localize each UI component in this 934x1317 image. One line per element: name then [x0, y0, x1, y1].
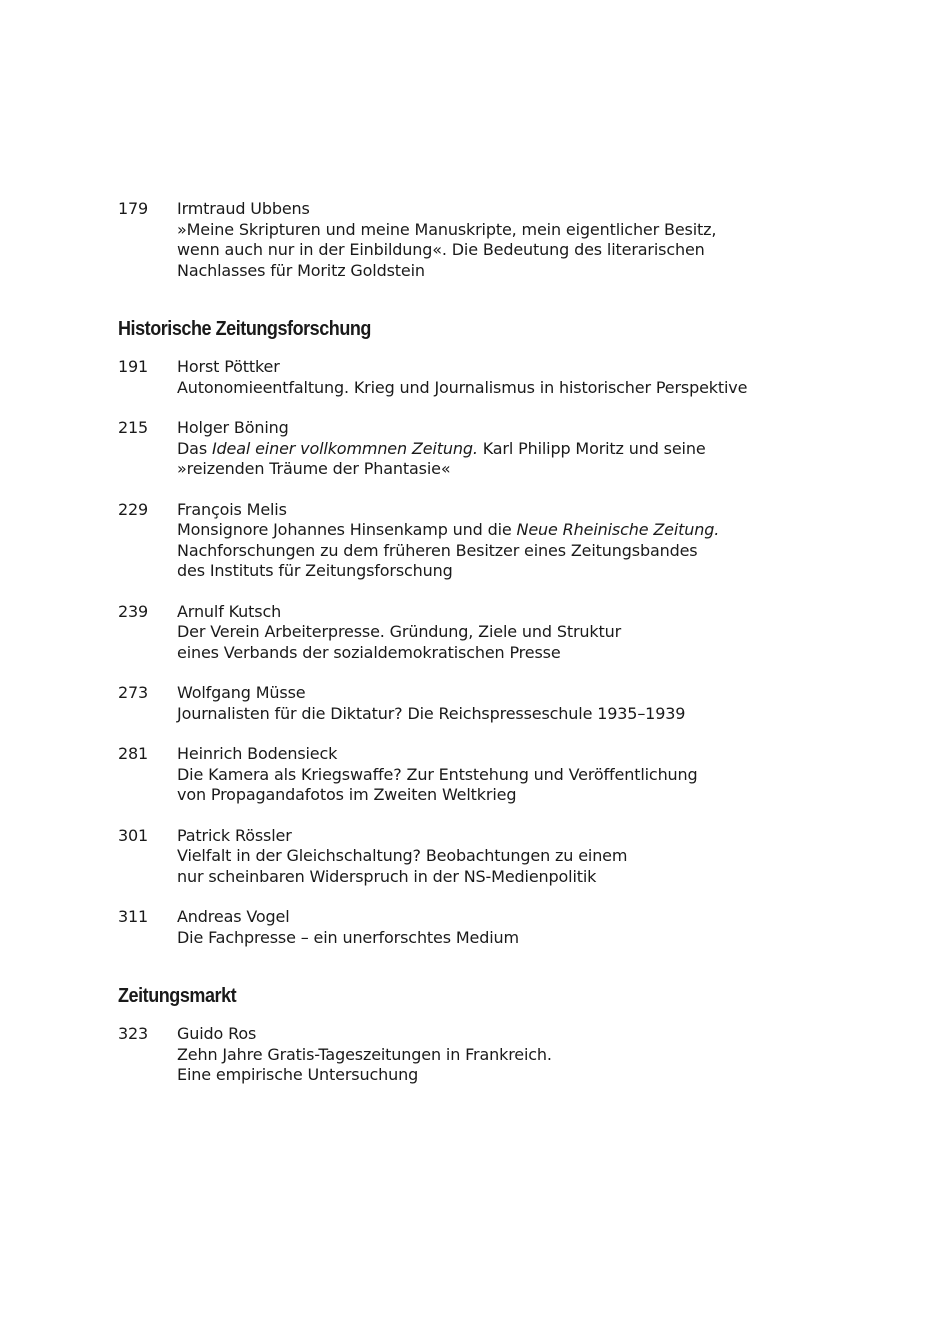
title-line: eines Verbands der sozialdemokratischen Presse [177, 642, 561, 662]
entry-body [177, 907, 818, 948]
title-line: »Meine Skripturen und meine Manuskripte, mein eigentlicher Besitz, [177, 219, 717, 239]
title-line: Die Fachpresse – ein unerforschtes Medium [177, 927, 519, 947]
title-line: nur scheinbaren Widerspruch in der NS-Medienpolitik [177, 866, 597, 886]
entry-body [177, 500, 818, 582]
entry-body [177, 826, 818, 888]
page-number: 229 [118, 499, 149, 519]
title-text: Das [177, 438, 212, 458]
title-line [177, 439, 818, 460]
title-line: Der Verein Arbeiterpresse. Gründung, Ziele und Struktur [177, 622, 622, 641]
entry-body [177, 744, 818, 806]
toc-entry [118, 744, 818, 806]
toc-entry [118, 602, 818, 664]
title-text: Monsignore Johannes Hinsenkamp und die [177, 520, 517, 539]
entry-body [177, 357, 818, 398]
title-line: Journalisten für die Diktatur? Die Reichspresseschule 1935–1939 [177, 703, 686, 723]
toc-entry [118, 826, 818, 888]
title-line: von Propagandafotos im Zweiten Weltkrieg [177, 785, 517, 804]
title-line: Vielfalt in der Gleichschaltung? Beobachtungen zu einem [177, 846, 628, 865]
author-name: Arnulf Kutsch [177, 601, 282, 621]
page-number: 281 [118, 744, 149, 763]
title-line: Nachforschungen zu dem früheren Besitzer eines Zeitungsbandes [177, 540, 698, 560]
page-number: 215 [118, 418, 149, 437]
title-line: Eine empirische Untersuchung [177, 1065, 419, 1084]
table-of-contents [118, 199, 818, 1086]
toc-entry [118, 500, 818, 582]
italic-title: Neue Rheinische Zeitung. [516, 520, 720, 539]
author-name: Horst Pöttker [177, 357, 280, 376]
author-name: Patrick Rössler [177, 825, 292, 845]
title-line: Die Kamera als Kriegswaffe? Zur Entstehung und Veröffentlichung [177, 764, 698, 784]
author-name: Wolfgang Müsse [177, 683, 306, 702]
toc-entry [118, 683, 818, 724]
entry-body [177, 683, 818, 724]
title-line: Nachlasses für Moritz Goldstein [177, 260, 425, 280]
entry-body [177, 199, 818, 281]
toc-entry [118, 418, 818, 480]
title-line: Autonomieentfaltung. Krieg und Journalismus in historischer Perspektive [177, 377, 748, 397]
title-line: des Instituts für Zeitungsforschung [177, 561, 453, 580]
title-line: wenn auch nur in der Einbildung«. Die Bedeutung des literarischen [177, 240, 705, 259]
section-heading: Historische Zeitungsforschung [118, 318, 371, 340]
title-line: Zehn Jahre Gratis-Tageszeitungen in Frankreich. [177, 1044, 552, 1064]
author-name: Heinrich Bodensieck [177, 744, 338, 763]
toc-entry [118, 199, 818, 281]
page-number: 301 [118, 825, 149, 845]
page-number: 311 [118, 907, 149, 926]
author-name: Holger Böning [177, 418, 289, 437]
page-number: 239 [118, 601, 149, 621]
page-number: 273 [118, 683, 149, 702]
page-number: 323 [118, 1024, 149, 1043]
author-name: François Melis [177, 499, 287, 519]
italic-title: Ideal einer vollkommnen Zeitung. [211, 438, 478, 458]
title-text: Karl Philipp Moritz und seine [477, 438, 706, 458]
section-heading: Zeitungsmarkt [118, 985, 237, 1007]
page-number: 191 [118, 357, 149, 376]
author-name: Irmtraud Ubbens [177, 199, 310, 218]
page-number: 179 [118, 199, 149, 218]
entry-body [177, 1024, 818, 1086]
toc-entry [118, 357, 818, 398]
author-name: Andreas Vogel [177, 907, 290, 926]
author-name: Guido Ros [177, 1024, 257, 1043]
title-line: »reizenden Träume der Phantasie« [177, 459, 451, 478]
toc-entry [118, 1024, 818, 1086]
entry-body [177, 602, 818, 664]
title-line [177, 520, 818, 541]
entry-body [177, 418, 818, 480]
toc-entry [118, 907, 818, 948]
